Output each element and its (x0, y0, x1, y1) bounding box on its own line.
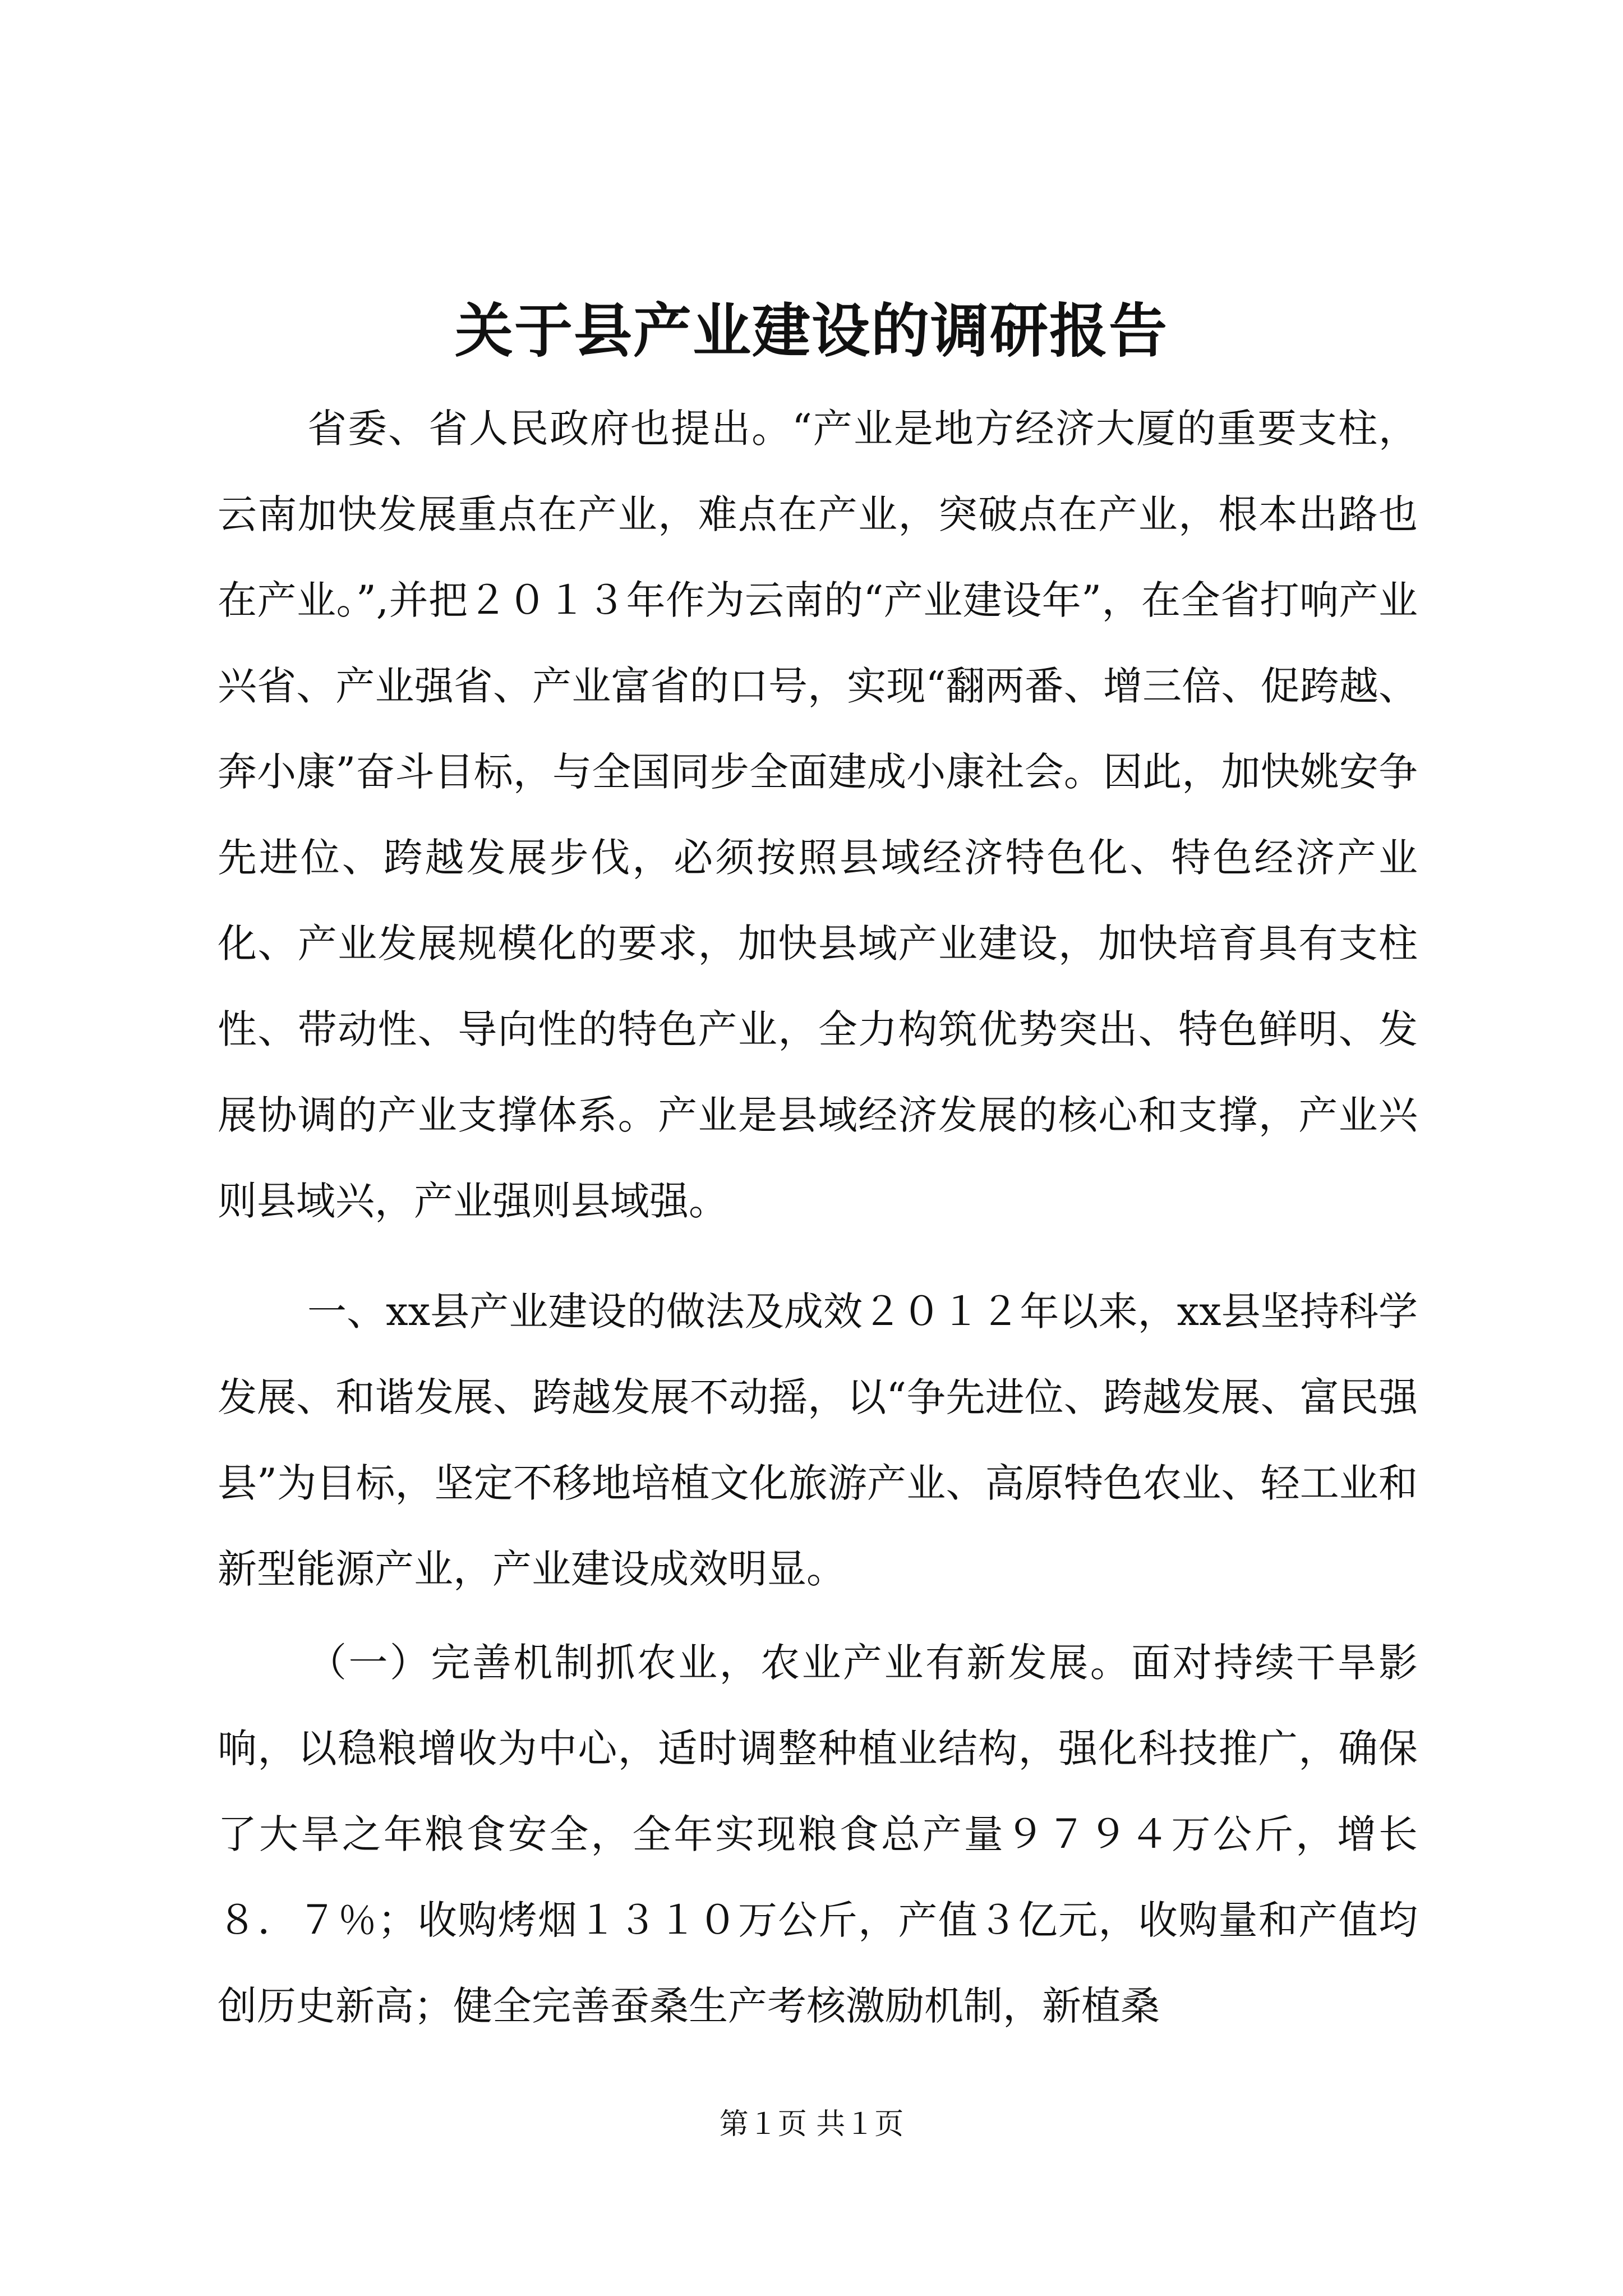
body-paragraph-2: 一、xx县产业建设的做法及成效２０１２年以来，xx县坚持科学发展、和谐发展、跨越发展不动摇，以“争先进位、跨越发展、富民强县”为目标，坚定不移地培植文化旅游产业、高原特色农业、轻工业和新型能源产业，产业建设成效明显。 (218, 1289, 1418, 1592)
body-paragraph-3: （一）完善机制抓农业，农业产业有新发展。面对持续干旱影响，以稳粮增收为中心，适时调整种植业结构，强化科技推广，确保了大旱之年粮食安全，全年实现粮食总产量９７９４万公斤，增长８．７％；收购烤烟１３１０万公斤，产值３亿元，收购量和产值均创历史新高；健全完善蚕桑生产考核激励机制，新植桑 (218, 1640, 1418, 2029)
page-number-footer: 第１页 共１页 (719, 2108, 904, 2141)
body-paragraph-1: 省委、省人民政府也提出。“产业是地方经济大厦的重要支柱，云南加快发展重点在产业，难点在产业，突破点在产业，根本出路也在产业。”,并把２０１３年作为云南的“产业建设年”，在全省打响产业兴省、产业强省、产业富省的口号，实现“翻两番、增三倍、促跨越、奔小康”奋斗目标，与全国同步全面建成小康社会。因此，加快姚安争先进位、跨越发展步伐，必须按照县域经济特色化、特色经济产业化、产业发展规模化的要求，加快县域产业建设，加快培育具有支柱性、带动性、导向性的特色产业，全力构筑优势突出、特色鲜明、发展协调的产业支撑体系。产业是县域经济发展的核心和支撑，产业兴则县域兴，产业强则县域强。 (218, 406, 1418, 1224)
document-title: 关于县产业建设的调研报告 (454, 296, 1168, 365)
